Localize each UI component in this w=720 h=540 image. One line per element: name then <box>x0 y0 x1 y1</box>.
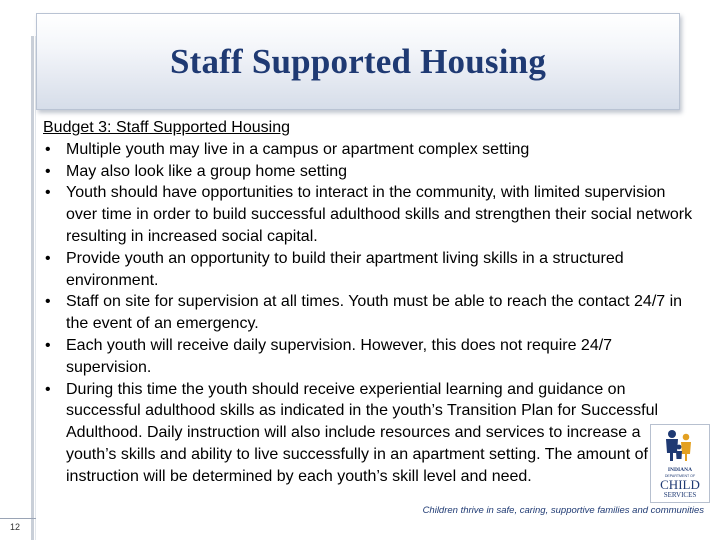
left-accent-rule <box>31 36 34 540</box>
logo-line-3: CHILD <box>660 477 700 492</box>
slide-body <box>43 117 693 488</box>
bullet-list <box>43 139 693 488</box>
bullet-item: • May also look like a group home setting <box>43 161 693 183</box>
bullet-item: • Multiple youth may live in a campus or apartment complex setting <box>43 139 693 161</box>
footer-tagline: Children thrive in safe, caring, supportive families and communities <box>422 505 704 516</box>
bullet-item: • Staff on site for supervision at all times. Youth must be able to reach the contact 24/7 in the event of an emergency. <box>43 291 693 335</box>
left-accent-rule-inner <box>35 36 36 540</box>
bullet-item: • During this time the youth should receive experiential learning and guidance on successful adulthood skills as indicated in the youth’s Transition Plan for Successful Adulthood. Daily instruction will also include resources and services to increase a youth’s skills and ability to live successfully in an apartment setting. The amount of instruction will be determined by each youth’s skill level and need. <box>43 379 693 488</box>
logo-line-2: DEPARTMENT OF <box>664 474 696 478</box>
bullet-item: • Youth should have opportunities to interact in the community, with limited supervision over time in order to build successful adulthood skills and strengthen their social network resulting in increased social capital. <box>43 182 693 247</box>
slide-title: Staff Supported Housing <box>169 41 547 81</box>
footer-rule <box>0 518 36 519</box>
page-number: 12 <box>10 522 21 532</box>
logo-line-4: SERVICES <box>663 491 697 499</box>
indiana-dcs-logo <box>650 424 710 503</box>
section-heading: Budget 3: Staff Supported Housing <box>43 119 290 136</box>
title-banner <box>36 13 680 110</box>
bullet-item: • Each youth will receive daily supervision. However, this does not require 24/7 supervision. <box>43 335 693 379</box>
family-figures-icon <box>666 430 691 461</box>
logo-line-1: INDIANA <box>667 467 693 473</box>
bullet-item: • Provide youth an opportunity to build their apartment living skills in a structured environment. <box>43 248 693 292</box>
